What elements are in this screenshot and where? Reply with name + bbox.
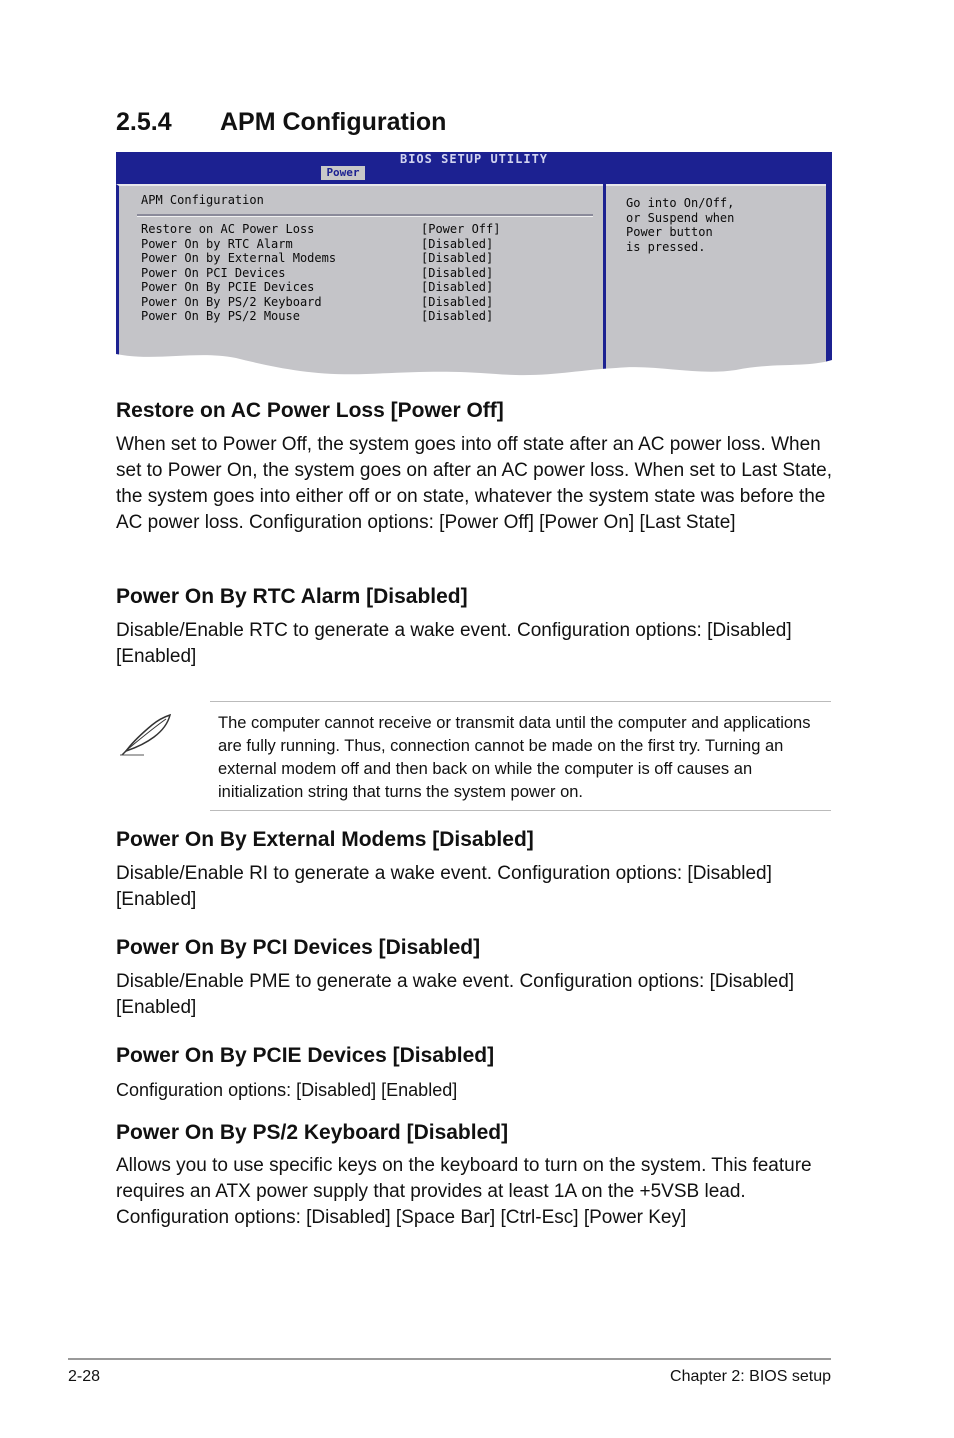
chapter-label: Chapter 2: BIOS setup	[670, 1368, 831, 1385]
bios-setting-row[interactable]	[141, 237, 500, 252]
bios-utility-title: BIOS SETUP UTILITY	[399, 152, 549, 166]
section-body-ps2-keyboard: Allows you to use specific keys on the keyboard to turn on the system. This feature requires an ATX power supply that provides at least 1A on the +5VSB lead. Configuration options: [Disabled] [Space Bar] [Ctrl-Esc] [Power Key]	[116, 1155, 812, 1228]
bios-setting-value: [Disabled]	[421, 294, 494, 309]
bios-pane-heading: APM Configuration	[141, 193, 264, 207]
section-heading-ps2-keyboard: Power On By PS/2 Keyboard [Disabled]	[116, 1121, 509, 1144]
bios-setting-label: Power On by RTC Alarm	[141, 236, 293, 251]
bios-setting-value: [Disabled]	[421, 251, 494, 265]
bios-setting-value: [Disabled]	[421, 236, 494, 251]
bios-setting-label: Power On By PS/2 Keyboard	[141, 294, 322, 309]
bios-setting-label: Power On PCI Devices	[141, 265, 286, 280]
section-heading-restore-ac: Restore on AC Power Loss [Power Off]	[116, 399, 504, 422]
bios-setting-row[interactable]	[141, 222, 500, 237]
section-heading-pcie-devices: Power On By PCIE Devices [Disabled]	[116, 1044, 495, 1067]
bios-divider	[137, 214, 593, 217]
bios-setting-row[interactable]	[141, 309, 500, 324]
feather-pen-icon	[118, 713, 174, 757]
bios-setting-value: [Disabled]	[421, 309, 494, 323]
bios-settings-list	[141, 222, 500, 324]
section-body-restore-ac: When set to Power Off, the system goes into off state after an AC power loss. When set to Power On, the system goes on after an AC power loss. When set to Last State, the system goes into either off or on state, whatever the system state was before the AC power loss. Configuration options: [Power Off] [Power On] [Last State]	[116, 434, 833, 533]
section-heading-external-modems: Power On By External Modems [Disabled]	[116, 828, 534, 851]
section-heading-pci-devices: Power On By PCI Devices [Disabled]	[116, 936, 481, 959]
section-body-rtc-alarm: Disable/Enable RTC to generate a wake event. Configuration options: [Disabled] [Enabled]	[116, 620, 792, 667]
bios-setting-label: Power On by External Modems	[141, 251, 337, 265]
page-number: 2-28	[68, 1368, 101, 1385]
section-body-pci-devices: Disable/Enable PME to generate a wake event. Configuration options: [Disabled] [Enabled]	[116, 971, 795, 1018]
section-name: APM Configuration	[220, 108, 447, 136]
note-text: The computer cannot receive or transmit data until the computer and applications are fully running. Thus, connection cannot be made on the first try. Turning an external modem off and then back on while the computer is off causes an initialization string that turns the system power on.	[218, 714, 811, 801]
section-number: 2.5.4	[116, 108, 172, 136]
bios-help-text: Go into On/Off, or Suspend when Power button is pressed.	[626, 196, 735, 254]
bios-setting-row[interactable]	[141, 280, 500, 295]
footer-divider	[68, 1358, 831, 1360]
bios-screenshot	[116, 152, 832, 388]
bios-setting-value: [Disabled]	[421, 280, 494, 294]
torn-edge	[116, 348, 832, 388]
section-body-external-modems: Disable/Enable RI to generate a wake event. Configuration options: [Disabled] [Enabled]	[116, 863, 772, 910]
bios-setting-label: Power On By PCIE Devices	[141, 280, 315, 294]
bios-setting-row[interactable]	[141, 266, 500, 281]
bios-setting-row[interactable]	[141, 295, 500, 310]
section-title	[116, 108, 446, 137]
bios-setting-value: [Disabled]	[421, 265, 494, 280]
note-box	[210, 701, 831, 811]
bios-header-bar	[116, 152, 832, 184]
bios-setting-row[interactable]	[141, 251, 500, 266]
bios-setting-label: Restore on AC Power Loss	[141, 222, 315, 236]
bios-tab-power[interactable]: Power	[321, 166, 365, 180]
bios-setting-value: [Power Off]	[421, 222, 501, 236]
section-body-pcie-devices: Configuration options: [Disabled] [Enabled]	[116, 1080, 458, 1100]
bios-setting-label: Power On By PS/2 Mouse	[141, 309, 300, 323]
section-heading-rtc-alarm: Power On By RTC Alarm [Disabled]	[116, 585, 468, 608]
